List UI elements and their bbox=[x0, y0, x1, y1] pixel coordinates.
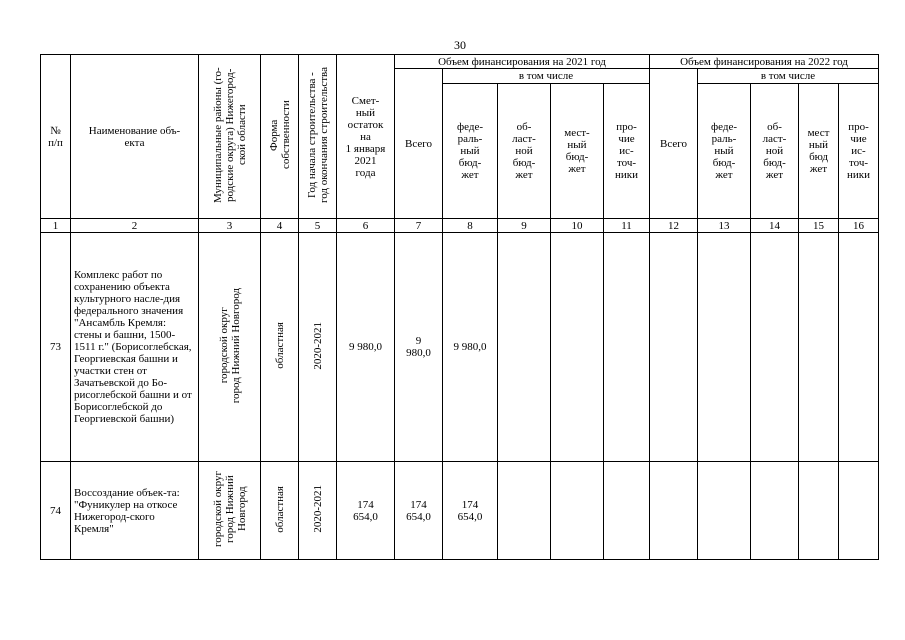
header-num-text: № п/п bbox=[48, 124, 63, 149]
row-regional-2022 bbox=[751, 462, 799, 560]
column-number: 15 bbox=[799, 219, 839, 233]
row-federal-2022 bbox=[698, 233, 751, 462]
header-group-2021: Объем финансирования на 2021 год bbox=[395, 55, 650, 69]
column-number: 1 bbox=[41, 219, 71, 233]
row-ownership-text: областная bbox=[273, 322, 286, 369]
header-other-2021-text: про- чие ис- точ- ники bbox=[614, 121, 638, 181]
header-ownership-text: Форма собственности bbox=[267, 100, 292, 170]
row-regional-2021 bbox=[498, 233, 551, 462]
row-remainder: 174 654,0 bbox=[337, 462, 395, 560]
header-local-2022 bbox=[799, 84, 839, 219]
header-ownership bbox=[261, 55, 299, 219]
header-other-2021 bbox=[604, 84, 650, 219]
header-num bbox=[41, 55, 71, 219]
row-municipality-text: городской округ город Нижний Новгород bbox=[217, 287, 242, 404]
header-including-2022: в том числе bbox=[698, 69, 879, 84]
column-number: 9 bbox=[498, 219, 551, 233]
row-regional-2021 bbox=[498, 462, 551, 560]
row-num: 73 bbox=[41, 233, 71, 462]
header-municipality bbox=[199, 55, 261, 219]
row-local-2022 bbox=[799, 462, 839, 560]
column-number: 3 bbox=[199, 219, 261, 233]
header-total-2022: Всего bbox=[650, 69, 698, 219]
row-federal-2021: 174 654,0 bbox=[443, 462, 498, 560]
header-federal-2022-text: феде- раль- ный бюд- жет bbox=[710, 121, 737, 181]
column-number: 10 bbox=[551, 219, 604, 233]
header-federal-2021-text: феде- раль- ный бюд- жет bbox=[456, 121, 483, 181]
row-ownership-text: областная bbox=[273, 485, 286, 533]
header-other-2022-text: про- чие ис- точ- ники bbox=[846, 121, 870, 181]
row-name: Комплекс работ по сохранению объекта культурного насле-дия федерального значения "Ансамбль Кремля: стены и башни, 1500-1511 г." (Борисоглебская, Георгиевская башни и участки стен от Зачатьевской до Бо-рисоглебской башни и от Борисоглебской до Георгиевской башни) bbox=[71, 233, 199, 462]
row-local-2021 bbox=[551, 462, 604, 560]
row-federal-2021: 9 980,0 bbox=[443, 233, 498, 462]
header-total-2021: Всего bbox=[395, 69, 443, 219]
header-federal-2021 bbox=[443, 84, 498, 219]
column-number: 7 bbox=[395, 219, 443, 233]
column-number: 4 bbox=[261, 219, 299, 233]
column-number: 6 bbox=[337, 219, 395, 233]
row-years bbox=[299, 462, 337, 560]
header-federal-2022 bbox=[698, 84, 751, 219]
header-remainder bbox=[337, 55, 395, 219]
row-other-2022 bbox=[839, 462, 879, 560]
row-regional-2022 bbox=[751, 233, 799, 462]
row-municipality bbox=[199, 233, 261, 462]
row-years-text: 2020-2021 bbox=[311, 485, 324, 533]
header-remainder-text: Смет- ный остаток на 1 января 2021 года bbox=[345, 94, 386, 179]
row-years bbox=[299, 233, 337, 462]
header-regional-2021-text: об- ласт- ной бюд- жет bbox=[512, 121, 536, 181]
row-ownership bbox=[261, 233, 299, 462]
row-municipality-text: городской округ город Нижний Новгород bbox=[211, 470, 248, 548]
row-total-2022 bbox=[650, 233, 698, 462]
header-group-2022: Объем финансирования на 2022 год bbox=[650, 55, 879, 69]
row-num: 74 bbox=[41, 462, 71, 560]
header-local-2022-text: мест ный бюд жет bbox=[807, 127, 830, 175]
column-number: 16 bbox=[839, 219, 879, 233]
header-years-text: Год начала строительства - год окончания строительства bbox=[305, 67, 330, 203]
row-other-2021 bbox=[604, 462, 650, 560]
row-federal-2022 bbox=[698, 462, 751, 560]
row-local-2021 bbox=[551, 233, 604, 462]
row-other-2022 bbox=[839, 233, 879, 462]
header-regional-2021 bbox=[498, 84, 551, 219]
header-regional-2022-text: об- ласт- ной бюд- жет bbox=[762, 121, 787, 181]
column-numbers-row bbox=[41, 219, 879, 233]
row-other-2021 bbox=[604, 233, 650, 462]
column-number: 2 bbox=[71, 219, 199, 233]
header-row-1 bbox=[41, 55, 879, 69]
row-total-2022 bbox=[650, 462, 698, 560]
header-other-2022 bbox=[839, 84, 879, 219]
row-remainder: 9 980,0 bbox=[337, 233, 395, 462]
row-name: Воссоздание объек-та: "Фуникулер на откосе Нижегород-ского Кремля" bbox=[71, 462, 199, 560]
row-total-2021: 9 980,0 bbox=[395, 233, 443, 462]
column-number: 11 bbox=[604, 219, 650, 233]
header-local-2021 bbox=[551, 84, 604, 219]
header-years bbox=[299, 55, 337, 219]
column-number: 8 bbox=[443, 219, 498, 233]
header-name-text: Наименование объ- екта bbox=[88, 124, 181, 149]
header-including-2021: в том числе bbox=[443, 69, 650, 84]
row-local-2022 bbox=[799, 233, 839, 462]
table-row bbox=[41, 233, 879, 462]
table-row bbox=[41, 462, 879, 560]
header-municipality-text: Муниципальные районы (го- родские округа) Нижегород- ской области bbox=[211, 67, 248, 203]
page-number: 30 bbox=[454, 38, 466, 52]
header-regional-2022 bbox=[751, 84, 799, 219]
financing-table bbox=[40, 54, 879, 560]
header-name bbox=[71, 55, 199, 219]
row-total-2021: 174 654,0 bbox=[395, 462, 443, 560]
row-municipality bbox=[199, 462, 261, 560]
header-local-2021-text: мест- ный бюд- жет bbox=[564, 127, 590, 175]
column-number: 14 bbox=[751, 219, 799, 233]
column-number: 13 bbox=[698, 219, 751, 233]
column-number: 12 bbox=[650, 219, 698, 233]
row-years-text: 2020-2021 bbox=[311, 321, 324, 370]
row-ownership bbox=[261, 462, 299, 560]
column-number: 5 bbox=[299, 219, 337, 233]
